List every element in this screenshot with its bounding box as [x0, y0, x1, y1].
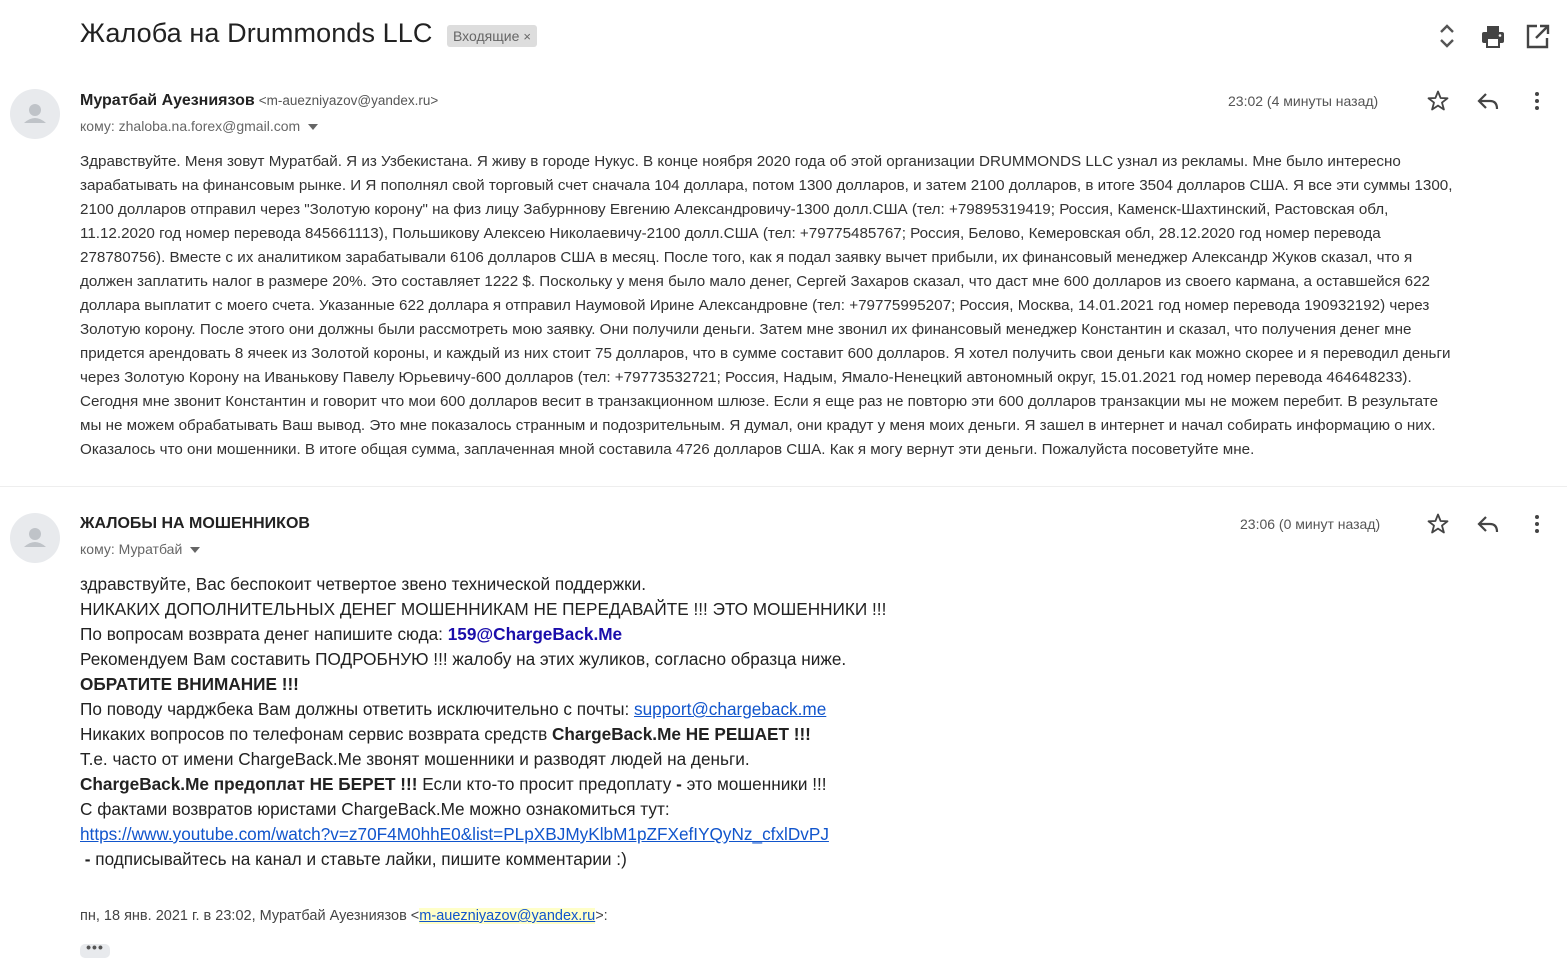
inbox-label-chip[interactable]: [447, 25, 537, 47]
body-line: Сегодня мне звонит Константин и говорит что мои 600 долларов весит в транзакционном шлюзе. Если я еще раз не повторю эти 600 долларов транзакции мы не можем перебит. В результате: [80, 393, 1439, 410]
support-email-link[interactable]: support@chargeback.me: [634, 699, 827, 719]
body-line: НИКАКИХ ДОПОЛНИТЕЛЬНЫХ ДЕНЕГ МОШЕННИКАМ НЕ ПЕРЕДАВАЙТЕ !!! ЭТО МОШЕННИКИ !!!: [80, 599, 887, 619]
thread-header: [0, 0, 1567, 72]
sender-name: Муратбай Ауезниязов: [80, 92, 255, 109]
message-body: [80, 150, 1555, 462]
recipient-line[interactable]: [80, 541, 200, 557]
body-line: [80, 722, 1380, 747]
body-line: ОБРАТИТЕ ВНИМАНИЕ !!!: [80, 674, 299, 694]
youtube-link[interactable]: https://www.youtube.com/watch?v=z70F4M0hhE0&list=PLpXBJMyKlbM1pZFXefIYQyNz_cfxlDvPJ: [80, 824, 829, 844]
sender-email: <m-auezniyazov@yandex.ru>: [258, 93, 439, 108]
body-text: По поводу чарджбека Вам должны ответить исключительно с почты:: [80, 699, 635, 719]
avatar[interactable]: [10, 89, 60, 139]
message-time: 23:02 (4 минуты назад): [1228, 93, 1379, 109]
chevron-down-icon[interactable]: [190, 547, 200, 553]
recipient-line[interactable]: [80, 118, 318, 134]
quote-email-link[interactable]: m-auezniyazov@yandex.ru: [419, 908, 596, 924]
sender[interactable]: [80, 92, 438, 110]
sender[interactable]: [80, 515, 310, 533]
more-vert-icon[interactable]: [1525, 512, 1549, 536]
body-line: доллара выплатит с моего счета. Указанные 622 доллара я отправил Наумовой Ирине Александровне (тел: +79775995207; Россия, Москва, 14.01.2021 год номер перевода 190932192) через: [80, 297, 1430, 314]
avatar[interactable]: [10, 513, 60, 563]
show-trimmed-content-button[interactable]: •••: [80, 944, 110, 958]
recipient-text: кому: zhaloba.na.forex@gmail.com: [80, 118, 301, 134]
body-bold: ChargeBack.Me НЕ РЕШАЕТ !!!: [551, 724, 811, 744]
body-line: [80, 822, 1380, 847]
message-time: 23:06 (0 минут назад): [1240, 516, 1381, 532]
reply-icon[interactable]: [1476, 512, 1500, 536]
body-line: здравствуйте, Вас беспокоит четвертое звено технической поддержки.: [80, 574, 646, 594]
body-text: подписывайтесь на канал и ставьте лайки, пишите комментарии :): [90, 849, 627, 869]
body-line: Рекомендуем Вам составить ПОДРОБНУЮ !!! жалобу на этих жуликов, согласно образца ниже.: [80, 649, 847, 669]
body-line: мы не можем обрабатывать Ваш вывод. Это мне показалось странным и подозрительным. Я думал, они крадут у меня моих деньги. Я зашел в интернет и начал собирать информацию о них.: [80, 417, 1436, 434]
body-line: Т.е. часто от имени ChargeBack.Me звонят мошенники и разводят людей на деньги.: [80, 749, 750, 769]
star-icon[interactable]: [1426, 89, 1450, 113]
open-in-new-icon[interactable]: [1525, 22, 1551, 50]
body-line: зарабатывать на финансовым рынке. И Я пополнял свой торговый счет сначала 104 доллара, потом 1300 долларов, и затем 2100 долларов, в итоге 3504 долларов США. Я все эти суммы 1300,: [80, 177, 1453, 194]
body-line: [80, 697, 1380, 722]
body-text: По вопросам возврата денег напишите сюда:: [80, 624, 448, 644]
body-line: [80, 772, 1380, 797]
body-line: 2100 долларов отправил через "Золотую корону" на физ лицу Забурннову Евгению Александровичу-1300 долл.США (тел: +79895319419; Россия, Каменск-Шахтинский, Растовская обл,: [80, 201, 1389, 218]
quote-suffix: >:: [595, 908, 608, 924]
quote-prefix: пн, 18 янв. 2021 г. в 23:02, Муратбай Ауезниязов <: [80, 908, 420, 924]
sender-name: ЖАЛОБЫ НА МОШЕННИКОВ: [80, 515, 310, 532]
body-line: через Золотую Корону на Иванькову Павелу Юрьевичу-600 долларов (тел: +79773532721; Россия, Надым, Ямало-Ненецкий автономный округ, 15.01.2021 год номер перевода 464648233).: [80, 369, 1412, 386]
body-dash: -: [676, 774, 682, 794]
message-divider: [0, 486, 1567, 487]
unfold-icon[interactable]: [1434, 22, 1460, 50]
print-icon[interactable]: [1480, 22, 1506, 50]
reply-icon[interactable]: [1476, 89, 1500, 113]
body-dash: -: [80, 849, 91, 869]
body-line: С фактами возвратов юристами ChargeBack.Me можно ознакомиться тут:: [80, 799, 670, 819]
body-line: 278780756). Вместе с их аналитиком зарабатывали 6106 долларов США в месяц. После того, как я подал заявку вычет прибыли, их финансовый менеджер Александр Жуков сказал, что я: [80, 249, 1413, 266]
body-text: Никаких вопросов по телефонам сервис возврата средств: [80, 724, 552, 744]
body-line: придется арендовать 8 ячеек из Золотой короны, и каждый из них стоит 75 долларов, что в сумме составит 600 долларов. Я хотел получить свои деньги как можно скорее и я переводил деньги: [80, 345, 1451, 362]
body-text: Если кто-то просит предоплату: [417, 774, 677, 794]
body-line: Оказалось что они мошенники. В итоге общая сумма, заплаченная мной составила 4726 долларов США. Как я могу вернут эти деньги. Пожалуйста посоветуйте мне.: [80, 441, 1255, 458]
body-text: это мошенники !!!: [681, 774, 827, 794]
body-line: должен заплатить налог в размере 20%. Это составляет 1222 $. Поскольку у меня было мало денег, Сергей Захаров сказал, что даст мне 600 долларов из своего кармана, а оставшейся 622: [80, 273, 1430, 290]
body-line: [80, 622, 1380, 647]
thread-subject: Жалоба на Drummonds LLC: [80, 18, 433, 48]
label-text: Входящие: [453, 28, 520, 44]
quoted-header: [80, 908, 608, 924]
body-line: Здравствуйте. Меня зовут Муратбай. Я из Узбекистана. Я живу в городе Нукус. В конце ноября 2020 года об этой организации DRUMMONDS LLC узнал из рекламы. Мне было интересно: [80, 153, 1401, 170]
body-line: Золотую корону. После этого они должны были рассмотреть мою заявку. Они получили деньги. Затем мне звонил их финансовый менеджер Константин и сказал, что получения денег мне: [80, 321, 1412, 338]
recipient-text: кому: Муратбай: [80, 541, 183, 557]
chevron-down-icon[interactable]: [308, 124, 318, 130]
refund-email: 159@ChargeBack.Me: [447, 624, 623, 644]
more-vert-icon[interactable]: [1525, 89, 1549, 113]
body-bold: ChargeBack.Me предоплат НЕ БЕРЕТ !!!: [80, 774, 418, 794]
message-body: [80, 572, 1380, 872]
body-line: 11.12.2020 год номер перевода 845661113), Польшикову Алексею Николаевичу-2100 долл.США (тел: +79775485767; Россия, Белово, Кемеровская обл, 28.12.2020 год номер перевода: [80, 225, 1381, 242]
body-line: [80, 847, 1380, 872]
star-icon[interactable]: [1426, 512, 1450, 536]
remove-label-icon[interactable]: ×: [523, 29, 531, 44]
